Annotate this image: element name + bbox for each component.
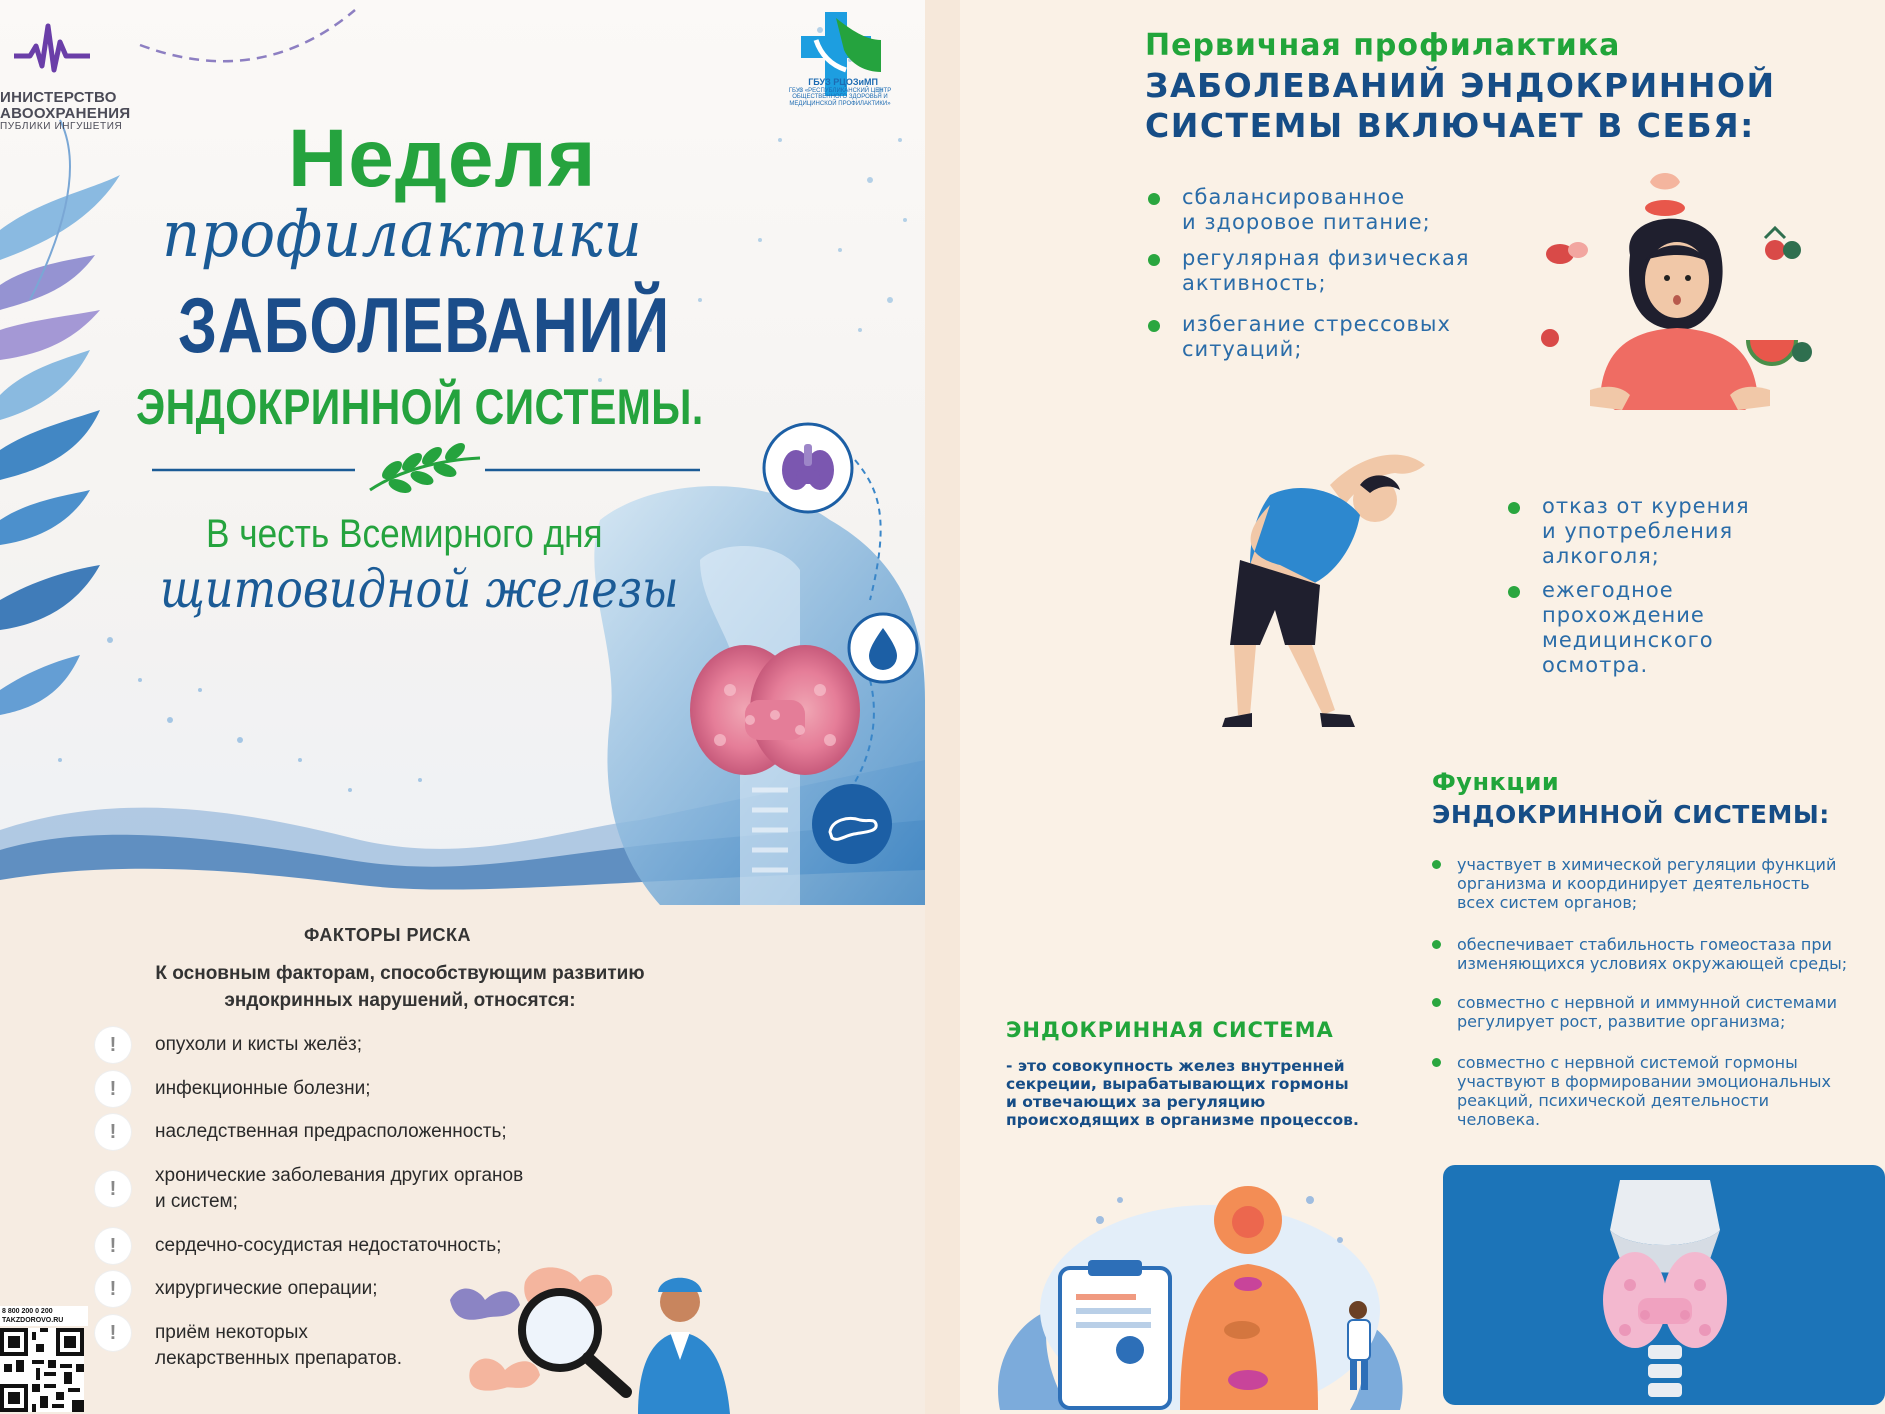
prevention-item	[1508, 494, 1750, 569]
exercise-illustration	[1210, 435, 1470, 740]
title-week: Неделя	[288, 113, 597, 204]
risk-item-text: инфекционные болезни;	[155, 1078, 371, 1099]
prevention-item-text: сбалансированное	[1182, 185, 1406, 209]
exclamation-icon: !	[95, 1114, 131, 1150]
prevention-item	[1148, 312, 1451, 362]
function-item	[1432, 1053, 1831, 1129]
bullet-dot-icon	[1432, 940, 1441, 949]
endocrine-def-line-3: и отвечающих за регуляцию	[1006, 1093, 1266, 1111]
risk-item	[95, 1119, 507, 1150]
exclamation-icon: !	[95, 1271, 131, 1307]
qr-phone: 8 800 200 0 200	[2, 1308, 53, 1315]
risk-item-text: хирургические операции;	[155, 1278, 378, 1299]
exclamation-icon: !	[95, 1071, 131, 1107]
function-item	[1432, 935, 1847, 973]
ministry-line-1: ИНИСТЕРСТВО	[0, 89, 117, 106]
leaf-divider-icon	[370, 440, 480, 496]
risk-intro-line-2: эндокринных нарушений, относятся:	[224, 990, 576, 1011]
thyroid-icon	[760, 420, 856, 516]
risk-item	[95, 1032, 362, 1063]
endocrine-def-line-1: - это совокупность желез внутренней	[1006, 1057, 1345, 1075]
risk-item-text: хронические заболевания других органов	[155, 1165, 524, 1186]
prevention-item-text-cont: прохождение	[1542, 603, 1705, 627]
risk-item-text-cont: и систем;	[155, 1191, 238, 1212]
function-item-text-cont: участвуют в формировании эмоциональных	[1457, 1072, 1831, 1091]
risk-item-text: сердечно-сосудистая недостаточность;	[155, 1235, 502, 1256]
function-item-text: совместно с нервной и иммунной системами	[1457, 993, 1838, 1012]
endocrine-heading: ЭНДОКРИННАЯ СИСТЕМА	[1006, 1018, 1334, 1042]
prevention-item	[1148, 185, 1431, 235]
function-item-text-cont: организма и координирует деятельность	[1457, 874, 1810, 893]
function-item-text: участвует в химической регуляции функций	[1457, 855, 1837, 874]
gbuz-logo-text	[770, 78, 910, 108]
functions-subheading: ЭНДОКРИННОЙ СИСТЕМЫ:	[1432, 800, 1830, 829]
prevention-item-text-cont: алкоголя;	[1542, 544, 1660, 568]
bullet-dot-icon	[1432, 860, 1441, 869]
risk-factors-intro	[100, 960, 700, 1014]
prevention-subheading-1: ЗАБОЛЕВАНИЙ ЭНДОКРИННОЙ	[1145, 66, 1776, 105]
prevention-heading: Первичная профилактика	[1145, 28, 1621, 63]
risk-item-text: опухоли и кисты желёз;	[155, 1034, 363, 1055]
prevention-item-text-cont: и употребления	[1542, 519, 1734, 543]
poster-hero	[0, 0, 925, 905]
function-item-text: обеспечивает стабильность гомеостаза при	[1457, 935, 1832, 954]
risk-item	[95, 1163, 523, 1215]
thyroid-illustration	[690, 645, 860, 775]
endocrine-def-line-2: секреции, вырабатывающих гормоны	[1006, 1075, 1349, 1093]
prevention-item-text: отказ от курения	[1542, 494, 1750, 518]
prevention-item	[1508, 578, 1714, 678]
bullet-dot-icon	[1508, 502, 1520, 514]
risk-item-text: наследственная предрасположенность;	[155, 1121, 507, 1142]
risk-item	[95, 1076, 371, 1107]
prevention-item-text: ежегодное	[1542, 578, 1674, 602]
bullet-dot-icon	[1432, 998, 1441, 1007]
exclamation-icon: !	[95, 1171, 131, 1207]
qr-site: TAKZDOROVO.RU	[2, 1317, 64, 1324]
bullet-dot-icon	[1148, 320, 1160, 332]
prevention-item-text: регулярная физическая	[1182, 246, 1470, 270]
risk-item	[95, 1276, 378, 1307]
qr-code-icon[interactable]	[0, 1328, 84, 1412]
subtitle-thyroid-day: щитовидной железы	[160, 560, 679, 620]
bullet-dot-icon	[1432, 1058, 1441, 1067]
function-item-text-cont: регулирует рост, развитие организма;	[1457, 1012, 1786, 1031]
exclamation-icon: !	[95, 1315, 131, 1351]
doctor-magnifier-illustration	[440, 1260, 740, 1414]
risk-intro-line-1: К основным факторам, способствующим развитию	[155, 963, 645, 984]
qr-caption	[0, 1306, 88, 1326]
page-divider	[925, 0, 960, 1414]
risk-item-text: приём некоторых	[155, 1322, 308, 1343]
bullet-dot-icon	[1508, 586, 1520, 598]
functions-heading: Функции	[1432, 768, 1560, 796]
exclamation-icon: !	[95, 1228, 131, 1264]
endocrine-definition	[1006, 1057, 1406, 1129]
prevention-item-text: избегание стрессовых	[1182, 312, 1451, 336]
pancreas-icon	[808, 780, 896, 868]
function-item-text-cont: изменяющихся условиях окружающей среды;	[1457, 954, 1848, 973]
gbuz-name: ГБУЗ РЦОЗиМП	[808, 77, 878, 87]
ministry-line-3: ПУБЛИКИ ИНГУШЕТИЯ	[0, 120, 123, 132]
prevention-subheading-2: СИСТЕМЫ ВКЛЮЧАЕТ В СЕБЯ:	[1145, 106, 1755, 145]
bullet-dot-icon	[1148, 254, 1160, 266]
function-item-text-cont: реакций, психической деятельности	[1457, 1091, 1769, 1110]
function-item-text-cont: человека.	[1457, 1110, 1541, 1129]
healthy-eating-illustration	[1530, 170, 1830, 430]
ministry-line-2: АВООХРАНЕНИЯ	[0, 104, 131, 122]
risk-item	[95, 1320, 402, 1372]
prevention-item-text-cont: ситуаций;	[1182, 337, 1303, 361]
function-item	[1432, 993, 1837, 1031]
prevention-item	[1148, 246, 1469, 296]
prevention-item-text-cont: и здоровое питание;	[1182, 210, 1431, 234]
bullet-dot-icon	[1148, 193, 1160, 205]
risk-item-text-cont: лекарственных препаратов.	[155, 1348, 403, 1369]
function-item-text: совместно с нервной системой гормоны	[1457, 1053, 1798, 1072]
prevention-item-text-cont: активность;	[1182, 271, 1327, 295]
title-endocrine: ЭНДОКРИННОЙ СИСТЕМЫ.	[136, 379, 704, 435]
title-diseases: ЗАБОЛЕВАНИЙ	[178, 281, 670, 369]
gbuz-full-name: ГБУЗ «РЕСПУБЛИКАНСКИЙ ЦЕНТР ОБЩЕСТВЕННОГО ЗДОРОВЬЯ И МЕДИЦИНСКОЙ ПРОФИЛАКТИКИ»	[788, 87, 892, 108]
ministry-logo-text	[0, 90, 150, 132]
subtitle-honor: В честь Всемирного дня	[206, 512, 603, 556]
risk-factors-title: ФАКТОРЫ РИСКА	[304, 925, 471, 945]
endocrine-body-illustration	[980, 1160, 1420, 1410]
water-drop-icon	[845, 610, 921, 686]
prevention-item-text-cont: осмотра.	[1542, 653, 1649, 677]
thyroid-model-illustration	[1590, 1170, 1740, 1410]
function-item	[1432, 855, 1836, 912]
title-prevention: профилактики	[162, 198, 643, 272]
endocrine-def-line-4: происходящих в организме процессов.	[1006, 1111, 1359, 1129]
ekg-logo-icon	[12, 18, 92, 78]
exclamation-icon: !	[95, 1027, 131, 1063]
prevention-item-text-cont: медицинского	[1542, 628, 1714, 652]
function-item-text-cont: всех систем органов;	[1457, 893, 1638, 912]
